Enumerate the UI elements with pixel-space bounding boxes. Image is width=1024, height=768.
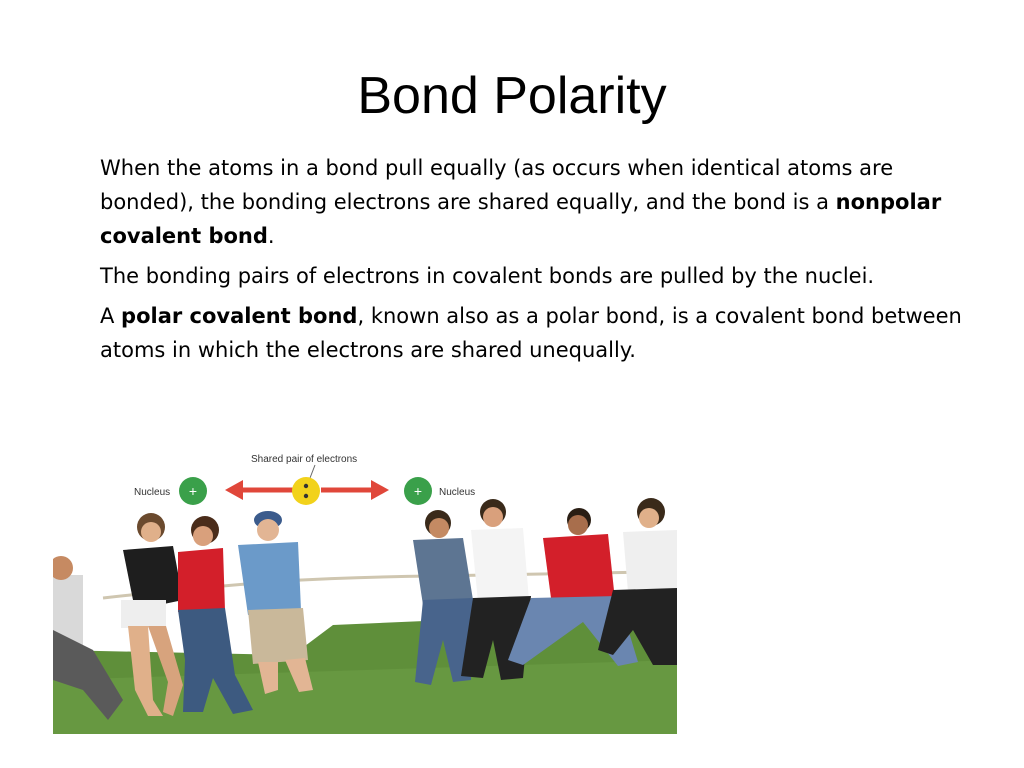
slide-body xyxy=(100,151,970,373)
electron-dot-icon xyxy=(304,484,308,488)
right-arrow xyxy=(321,480,389,500)
paragraph-text: , known also as a polar bond, is a covalent bond between atoms in which the electrons are shared unequally. xyxy=(100,304,962,362)
paragraph-text: . xyxy=(267,224,275,248)
paragraph-bonding-pairs xyxy=(100,259,970,293)
nucleus-left-symbol: + xyxy=(188,483,198,499)
electron-pair-icon xyxy=(292,477,320,505)
paragraph-nonpolar xyxy=(100,151,970,253)
nucleus-right-label: Nucleus xyxy=(439,487,476,498)
term-nonpolar-covalent-bond: nonpolar covalent bond xyxy=(100,190,942,248)
nucleus-left-label: Nucleus xyxy=(134,487,171,498)
paragraph-text: A xyxy=(100,304,122,328)
shared-pair-label: Shared pair of electrons xyxy=(251,454,358,465)
nucleus-right-symbol: + xyxy=(413,483,423,499)
label-pointer xyxy=(310,465,315,478)
electron-dot-icon xyxy=(304,494,308,498)
paragraph-polar xyxy=(100,299,970,367)
term-polar-covalent-bond: polar covalent bond xyxy=(121,304,358,328)
slide-title: Bond Polarity xyxy=(357,67,667,125)
paragraph-text: The bonding pairs of electrons in covalent bonds are pulled by the nuclei. xyxy=(100,264,875,288)
left-arrow xyxy=(225,480,298,500)
paragraph-text: When the atoms in a bond pull equally (as occurs when identical atoms are bonded), the bonding electrons are shared equally, and the bond is a xyxy=(100,156,894,214)
tug-of-war-illustration xyxy=(53,450,677,734)
tug-of-war-photo xyxy=(53,450,677,734)
